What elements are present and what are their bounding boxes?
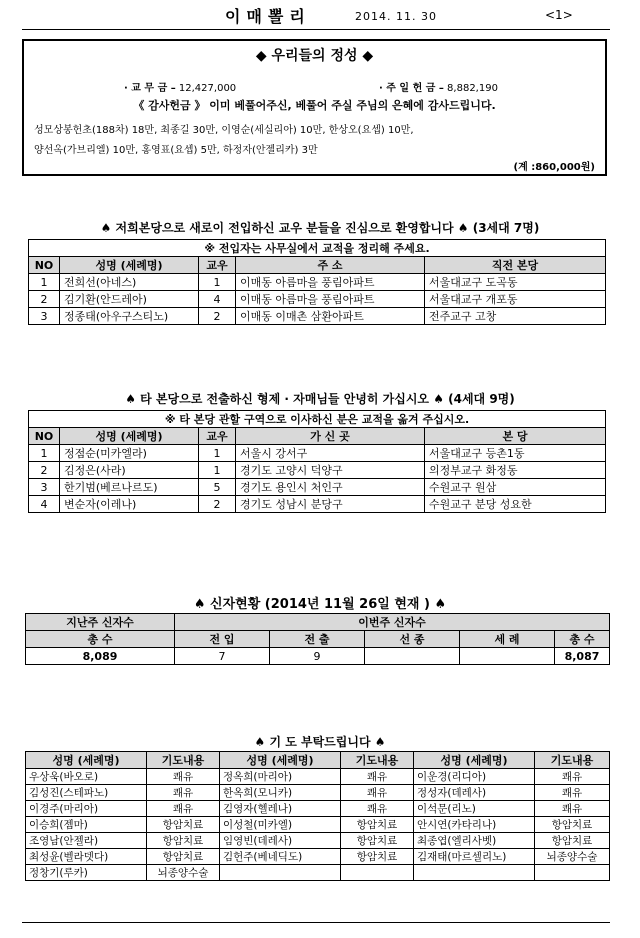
- cell-parish: 전주교구 고창: [425, 308, 606, 325]
- cell-request: 뇌종양수술: [147, 865, 220, 881]
- cell-no: 1: [29, 274, 60, 291]
- footer-divider: [22, 922, 610, 923]
- table-row: [29, 496, 606, 513]
- stats-table: [25, 613, 610, 665]
- cell-name: 이운경(리디아): [414, 769, 535, 785]
- table-row: [26, 785, 610, 801]
- table-row: [26, 865, 610, 881]
- val-total-this: 8,087: [555, 648, 610, 665]
- cell-request: 쾌유: [147, 801, 220, 817]
- cell-members: 1: [199, 462, 236, 479]
- col-name-1: 성명 (세례명): [26, 752, 147, 769]
- stats-title: ♠ 신자현황 (2014년 11월 26일 현재 ) ♠: [193, 597, 447, 612]
- cell-request: 항암치료: [147, 817, 220, 833]
- cell-name: 정옥희(마리아): [220, 769, 341, 785]
- table-row: [26, 849, 610, 865]
- cell-name: 정성자(데레사): [414, 785, 535, 801]
- cell-name: 최성윤(벨라뎃다): [26, 849, 147, 865]
- donor-line-2: 양선옥(가브리엘) 10만, 홍영표(요셉) 5만, 하정자(안젤리카) 3만: [34, 145, 318, 156]
- tithe-row: [124, 79, 236, 94]
- cell-no: 4: [29, 496, 60, 513]
- sunday-value: 8,882,190: [447, 83, 498, 94]
- cell-name: 김성진(스테파노): [26, 785, 147, 801]
- cell-name: 안시연(카타리나): [414, 817, 535, 833]
- transfer-in-note: ※ 전입자는 사무실에서 교적을 정리해 주세요.: [29, 240, 606, 257]
- val-total-last: 8,089: [26, 648, 175, 665]
- col-request-3: 기도내용: [535, 752, 610, 769]
- col-request-2: 기도내용: [341, 752, 414, 769]
- cell-no: 3: [29, 308, 60, 325]
- col-name-2: 성명 (세례명): [220, 752, 341, 769]
- table-row: [26, 817, 610, 833]
- header-divider: [22, 29, 610, 30]
- cell-no: 2: [29, 462, 60, 479]
- table-row: [26, 833, 610, 849]
- cell-parish: 서울대교구 도곡동: [425, 274, 606, 291]
- cell-name: 이승희(젬마): [26, 817, 147, 833]
- page-number: <1>: [545, 8, 573, 22]
- cell-request: 쾌유: [341, 769, 414, 785]
- cell-request: 쾌유: [341, 801, 414, 817]
- prayer-table: [25, 751, 610, 881]
- cell-address: 이매동 아름마을 풍림아파트: [236, 274, 425, 291]
- sunday-label: · 주 일 헌 금 –: [379, 83, 444, 94]
- cell-name: 임영빈(데레사): [220, 833, 341, 849]
- col-transfer-in: 전 입: [175, 631, 270, 648]
- col-members: 교우: [199, 428, 236, 445]
- offering-box: [22, 39, 607, 176]
- col-request-1: 기도내용: [147, 752, 220, 769]
- cell-no: 1: [29, 445, 60, 462]
- transfer-out-title: ♠ 타 본당으로 전출하신 형제 · 자매님들 안녕히 가십시오 ♠ (4세대 9명): [125, 392, 515, 406]
- cell-name: 정종태(아우구스티노): [60, 308, 199, 325]
- cell-request: 쾌유: [535, 785, 610, 801]
- cell-name: 정창기(루카): [26, 865, 147, 881]
- cell-request: 뇌종양수술: [535, 849, 610, 865]
- cell-request: 쾌유: [147, 785, 220, 801]
- col-address: 주 소: [236, 257, 425, 274]
- cell-request: [535, 865, 610, 881]
- cell-request: 항암치료: [535, 833, 610, 849]
- cell-request: 쾌유: [147, 769, 220, 785]
- cell-request: 쾌유: [535, 769, 610, 785]
- col-deceased: 선 종: [365, 631, 460, 648]
- cell-members: 2: [199, 496, 236, 513]
- col-no: NO: [29, 257, 60, 274]
- page-title: 이매뽈리: [225, 7, 311, 26]
- val-deceased: [365, 648, 460, 665]
- transfer-in-title: ♠ 저희본당으로 새로이 전입하신 교우 분들을 진심으로 환영합니다 ♠ (3세대 7명): [100, 221, 540, 235]
- issue-date: 2014. 11. 30: [355, 10, 437, 23]
- table-row: [29, 274, 606, 291]
- cell-name: 이석문(리노): [414, 801, 535, 817]
- cell-request: 쾌유: [535, 801, 610, 817]
- col-prev-parish: 직전 본당: [425, 257, 606, 274]
- cell-parish: 서울대교구 등촌1동: [425, 445, 606, 462]
- cell-name: 김영자(헬레나): [220, 801, 341, 817]
- cell-request: 항암치료: [341, 833, 414, 849]
- col-parish: 본 당: [425, 428, 606, 445]
- cell-destination: 경기도 용인시 처인구: [236, 479, 425, 496]
- donor-line-1: 성모상봉헌초(188차) 18만, 최종길 30만, 이영순(세실리아) 10만, 한상오(요셉) 10만,: [34, 125, 414, 136]
- cell-request: 항암치료: [341, 817, 414, 833]
- cell-parish: 의정부교구 화정동: [425, 462, 606, 479]
- tithe-value: 12,427,000: [178, 83, 237, 94]
- col-name-3: 성명 (세례명): [414, 752, 535, 769]
- cell-name: 한옥희(모니카): [220, 785, 341, 801]
- stats-values-row: [26, 648, 610, 665]
- cell-name: 변순자(이레나): [60, 496, 199, 513]
- col-total-last: 총 수: [26, 631, 175, 648]
- cell-members: 1: [199, 274, 236, 291]
- cell-request: 항암치료: [147, 833, 220, 849]
- thanks-heading: 《 감사헌금 》 이미 베풀어주신, 베풀어 주실 주님의 은혜에 감사드립니다.: [133, 99, 496, 112]
- cell-request: 쾌유: [341, 785, 414, 801]
- transfer-in-table: [28, 239, 606, 325]
- cell-request: 항암치료: [147, 849, 220, 865]
- sunday-row: [379, 79, 498, 94]
- last-week-header: 지난주 신자수: [26, 614, 175, 631]
- col-transfer-out: 전 출: [270, 631, 365, 648]
- this-week-header: 이번주 신자수: [175, 614, 610, 631]
- cell-members: 2: [199, 308, 236, 325]
- col-baptism: 세 례: [460, 631, 555, 648]
- table-row: [29, 462, 606, 479]
- col-no: NO: [29, 428, 60, 445]
- cell-name: 조영남(안젤라): [26, 833, 147, 849]
- cell-name: [414, 865, 535, 881]
- cell-request: 항암치료: [535, 817, 610, 833]
- cell-members: 1: [199, 445, 236, 462]
- table-row: [29, 291, 606, 308]
- transfer-out-table: [28, 410, 606, 513]
- col-destination: 가 신 곳: [236, 428, 425, 445]
- table-row: [29, 445, 606, 462]
- cell-address: 이매동 아름마을 풍림아파트: [236, 291, 425, 308]
- col-total-this: 총 수: [555, 631, 610, 648]
- cell-destination: 서울시 강서구: [236, 445, 425, 462]
- transfer-out-note: ※ 타 본당 관할 구역으로 이사하신 분은 교적을 옮겨 주십시오.: [29, 411, 606, 428]
- cell-members: 4: [199, 291, 236, 308]
- cell-no: 3: [29, 479, 60, 496]
- cell-address: 이매동 이매촌 삼환아파트: [236, 308, 425, 325]
- table-row: [26, 801, 610, 817]
- cell-name: 한기범(베르나르도): [60, 479, 199, 496]
- cell-request: 항암치료: [341, 849, 414, 865]
- cell-no: 2: [29, 291, 60, 308]
- cell-name: [220, 865, 341, 881]
- cell-name: 김기환(안드레아): [60, 291, 199, 308]
- cell-parish: 수원교구 원삼: [425, 479, 606, 496]
- offering-title: ◆ 우리들의 정성 ◆: [255, 48, 374, 64]
- offering-total: (계 :860,000원): [513, 162, 595, 173]
- cell-name: 전희선(아네스): [60, 274, 199, 291]
- table-row: [29, 308, 606, 325]
- cell-name: 정점순(미카엘라): [60, 445, 199, 462]
- cell-name: 김재태(마르셀리노): [414, 849, 535, 865]
- col-name: 성명 (세례명): [60, 428, 199, 445]
- val-transfer-in: 7: [175, 648, 270, 665]
- cell-name: 이경주(마리아): [26, 801, 147, 817]
- cell-name: 김헌주(베네딕도): [220, 849, 341, 865]
- val-transfer-out: 9: [270, 648, 365, 665]
- cell-name: 우상욱(바오로): [26, 769, 147, 785]
- cell-members: 5: [199, 479, 236, 496]
- table-row: [29, 479, 606, 496]
- cell-parish: 서울대교구 개포동: [425, 291, 606, 308]
- cell-name: 김정은(사라): [60, 462, 199, 479]
- cell-request: [341, 865, 414, 881]
- col-name: 성명 (세례명): [60, 257, 199, 274]
- table-row: [26, 769, 610, 785]
- col-members: 교우: [199, 257, 236, 274]
- cell-destination: 경기도 고양시 덕양구: [236, 462, 425, 479]
- val-baptism: [460, 648, 555, 665]
- cell-destination: 경기도 성남시 분당구: [236, 496, 425, 513]
- cell-parish: 수원교구 분당 성요한: [425, 496, 606, 513]
- tithe-label: · 교 무 금 –: [124, 83, 176, 94]
- prayer-title: ♠ 기 도 부탁드립니다 ♠: [254, 735, 386, 749]
- cell-name: 최종엽(엘리사벳): [414, 833, 535, 849]
- cell-name: 이성철(미카엘): [220, 817, 341, 833]
